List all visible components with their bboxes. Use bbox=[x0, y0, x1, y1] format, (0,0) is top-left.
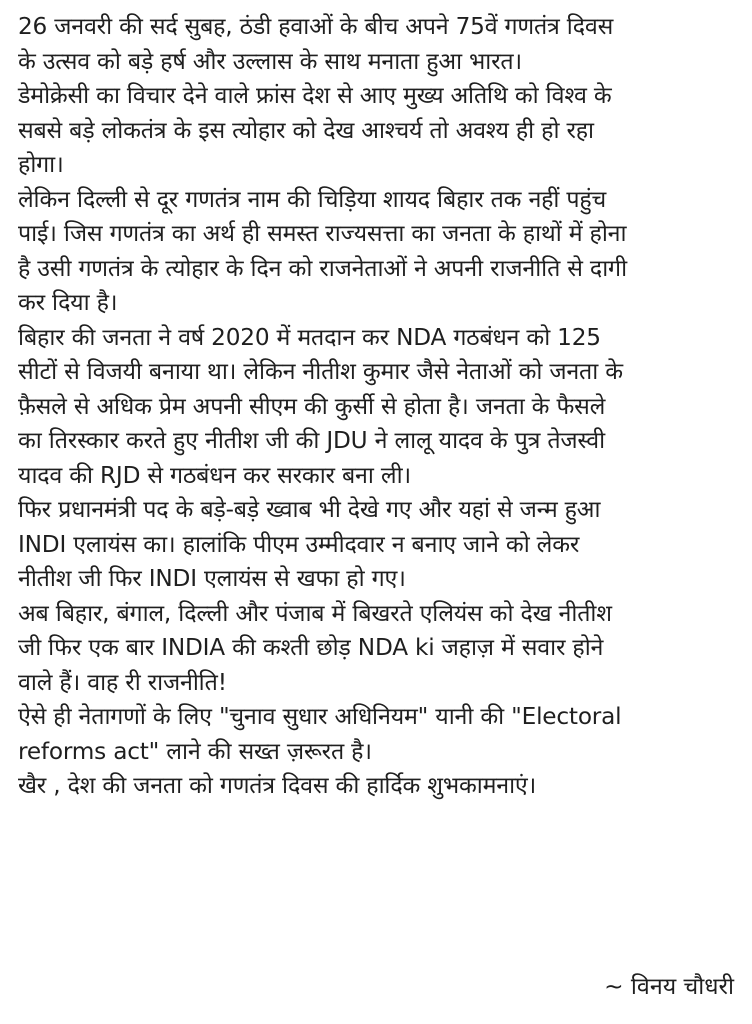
text-line-1: 26 जनवरी की सर्द सुबह, ठंडी हवाओं के बीच अपने 75वें गणतंत्र दिवस bbox=[18, 13, 614, 40]
text-line-17: नीतीश जी फिर INDI एलायंस से खफा हो गए। bbox=[18, 565, 406, 592]
text-line-3: डेमोक्रेसी का विचार देने वाले फ्रांस देश से आए मुख्य अतिथि को विश्व के bbox=[18, 82, 612, 109]
text-line-12: फ़ैसले से अधिक प्रेम अपनी सीएम की कुर्सी से होता है। जनता के फैसले bbox=[18, 392, 606, 420]
text-line-23: खैर , देश की जनता को गणतंत्र दिवस की हार्दिक शुभकामनाएं। bbox=[18, 772, 537, 799]
text-line-14: यादव की RJD से गठबंधन कर सरकार बना ली। bbox=[18, 461, 411, 489]
text-line-20: वाले हैं। वाह री राजनीति! bbox=[18, 668, 227, 696]
text-line-19: जी फिर एक बार INDIA की कश्ती छोड़ NDA ki जहाज़ में सवार होने bbox=[18, 634, 604, 661]
text-line-6: लेकिन दिल्ली से दूर गणतंत्र नाम की चिड़िया शायद बिहार तक नहीं पहुंच bbox=[18, 185, 607, 213]
text-line-5: होगा। bbox=[18, 151, 64, 178]
text-line-2: के उत्सव को बड़े हर्ष और उल्लास के साथ मनाता हुआ भारत। bbox=[18, 47, 523, 75]
text-line-21: ऐसे ही नेतागणों के लिए "चुनाव सुधार अधिनियम" यानी की "Electoral bbox=[18, 703, 622, 730]
text-line-15: फिर प्रधानमंत्री पद के बड़े-बड़े ख्वाब भी देखे गए और यहां से जन्म हुआ bbox=[18, 496, 601, 523]
text-line-7: पाई। जिस गणतंत्र का अर्थ ही समस्त राज्यसत्ता का जनता के हाथों में होना bbox=[18, 220, 627, 247]
text-line-8: है उसी गणतंत्र के त्योहार के दिन को राजनेताओं ने अपनी राजनीति से दागी bbox=[18, 254, 627, 282]
text-line-11: सीटों से विजयी बनाया था। लेकिन नीतीश कुमार जैसे नेताओं को जनता के bbox=[18, 358, 623, 385]
author-signature: ~ विनय चौधरी bbox=[604, 973, 734, 1000]
text-line-4: सबसे बड़े लोकतंत्र के इस त्योहार को देख आश्चर्य तो अवश्य ही हो रहा bbox=[18, 116, 594, 144]
text-line-13: का तिरस्कार करते हुए नीतीश जी की JDU ने लालू यादव के पुत्र तेजस्वी bbox=[18, 427, 605, 454]
text-line-9: कर दिया है। bbox=[18, 289, 118, 316]
text-line-22: reforms act" लाने की सख्त ज़रूरत है। bbox=[18, 737, 372, 765]
text-line-18: अब बिहार, बंगाल, दिल्ली और पंजाब में बिखरते एलियंस को देख नीतीश bbox=[18, 599, 612, 627]
text-line-10: बिहार की जनता ने वर्ष 2020 में मतदान कर NDA गठबंधन को 125 bbox=[18, 323, 601, 351]
text-line-16: INDI एलायंस का। हालांकि पीएम उम्मीदवार न बनाए जाने को लेकर bbox=[18, 530, 580, 558]
